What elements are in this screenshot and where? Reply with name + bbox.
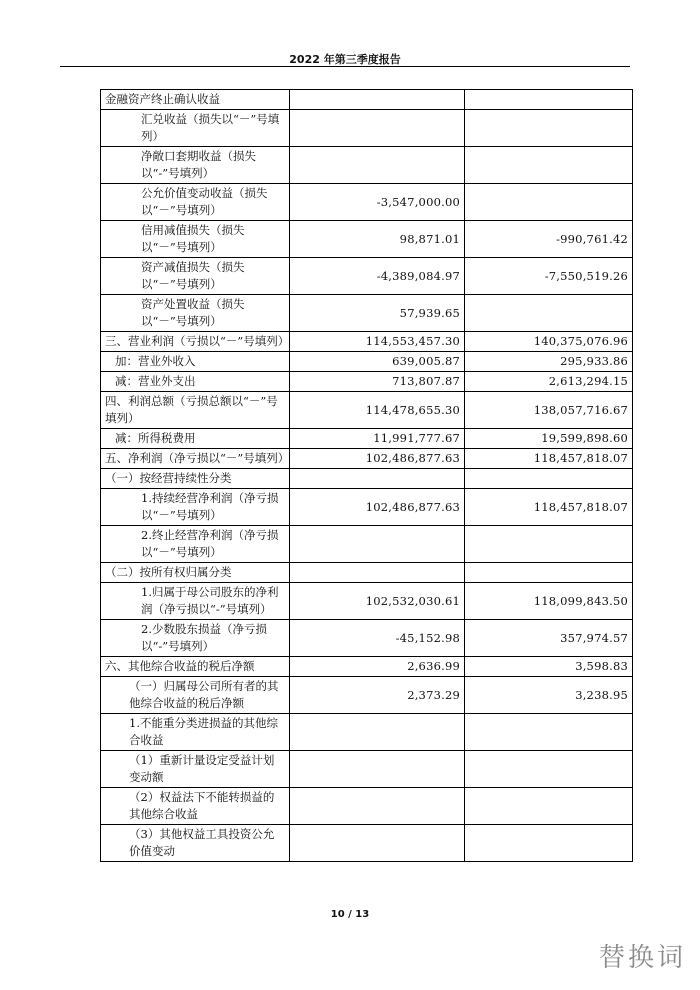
table-row [101,677,633,714]
table-row [101,489,633,526]
current-period-value: 57,939.65 [290,295,465,332]
row-label: 减：营业外支出 [101,372,290,392]
current-period-value: 98,871.01 [290,221,465,258]
table-row [101,563,633,583]
row-label: 2.少数股东损益（净亏损以“-”号填列） [101,620,290,657]
prior-period-value [465,825,633,862]
prior-period-value [465,714,633,751]
current-period-value: 102,532,030.61 [290,583,465,620]
table-row [101,429,633,449]
table-row [101,372,633,392]
prior-period-value [465,469,633,489]
row-label: 2.终止经营净利润（净亏损以“－”号填列） [101,526,290,563]
row-label: 信用减值损失（损失以“－”号填列） [101,221,290,258]
page-number: 10 / 13 [330,909,370,920]
row-label: 五、净利润（净亏损以“－”号填列） [101,449,290,469]
table-row [101,469,633,489]
prior-period-value: 19,599,898.60 [465,429,633,449]
current-period-value [290,147,465,184]
prior-period-value: 2,613,294.15 [465,372,633,392]
current-period-value [290,714,465,751]
row-label: 减：所得税费用 [101,429,290,449]
prior-period-value: 138,057,716.67 [465,392,633,429]
row-label: （1）重新计量设定受益计划变动额 [101,751,290,788]
table-row [101,352,633,372]
table-row [101,657,633,677]
current-period-value: 102,486,877.63 [290,449,465,469]
prior-period-value [465,90,633,110]
current-period-value: 114,478,655.30 [290,392,465,429]
row-label: 资产减值损失（损失以“－”号填列） [101,258,290,295]
table-row [101,583,633,620]
table-row [101,449,633,469]
current-period-value [290,469,465,489]
row-label: （一）归属母公司所有者的其他综合收益的税后净额 [101,677,290,714]
current-period-value: 102,486,877.63 [290,489,465,526]
prior-period-value [465,788,633,825]
table-row [101,825,633,862]
row-label: 1.持续经营净利润（净亏损以“－”号填列） [101,489,290,526]
prior-period-value [465,526,633,563]
row-label: 六、其他综合收益的税后净额 [101,657,290,677]
prior-period-value: 357,974.57 [465,620,633,657]
income-statement-table [100,89,633,862]
prior-period-value: 118,457,818.07 [465,489,633,526]
row-label: 金融资产终止确认收益 [101,90,290,110]
table-row [101,620,633,657]
current-period-value: 11,991,777.67 [290,429,465,449]
table-row [101,751,633,788]
prior-period-value [465,184,633,221]
table-row [101,295,633,332]
prior-period-value: 295,933.86 [465,352,633,372]
row-label: 四、利润总额（亏损总额以“－”号填列） [101,392,290,429]
prior-period-value [465,563,633,583]
table-row [101,392,633,429]
row-label: （二）按所有权归属分类 [101,563,290,583]
current-period-value: -4,389,084.97 [290,258,465,295]
row-label: 1.不能重分类进损益的其他综合收益 [101,714,290,751]
prior-period-value: 118,457,818.07 [465,449,633,469]
table-row [101,184,633,221]
current-period-value [290,825,465,862]
prior-period-value [465,295,633,332]
table-row [101,526,633,563]
table-row [101,258,633,295]
table-row [101,221,633,258]
current-period-value [290,110,465,147]
row-label: 汇兑收益（损失以“－”号填列） [101,110,290,147]
prior-period-value: 3,598.83 [465,657,633,677]
row-label: 资产处置收益（损失以“－”号填列） [101,295,290,332]
row-label: 1.归属于母公司股东的净利润（净亏损以“-”号填列） [101,583,290,620]
row-label: 公允价值变动收益（损失以“－”号填列） [101,184,290,221]
prior-period-value: 140,375,076.96 [465,332,633,352]
row-label: （3）其他权益工具投资公允价值变动 [101,825,290,862]
current-period-value [290,90,465,110]
row-label: （一）按经营持续性分类 [101,469,290,489]
current-period-value: -3,547,000.00 [290,184,465,221]
prior-period-value: -990,761.42 [465,221,633,258]
table-row [101,332,633,352]
current-period-value [290,526,465,563]
current-period-value: 2,373.29 [290,677,465,714]
prior-period-value: 118,099,843.50 [465,583,633,620]
income-statement-body [101,90,633,862]
row-label: 加：营业外收入 [101,352,290,372]
row-label: （2）权益法下不能转损益的其他综合收益 [101,788,290,825]
current-period-value [290,563,465,583]
current-period-value: 2,636.99 [290,657,465,677]
current-period-value [290,751,465,788]
prior-period-value: -7,550,519.26 [465,258,633,295]
current-period-value [290,788,465,825]
current-period-value: -45,152.98 [290,620,465,657]
current-period-value: 114,553,457.30 [290,332,465,352]
prior-period-value: 3,238.95 [465,677,633,714]
table-row [101,90,633,110]
table-row [101,788,633,825]
header-rule [60,66,630,67]
table-row [101,110,633,147]
current-period-value: 713,807.87 [290,372,465,392]
prior-period-value [465,110,633,147]
current-period-value: 639,005.87 [290,352,465,372]
table-row [101,147,633,184]
table-row [101,714,633,751]
prior-period-value [465,147,633,184]
row-label: 三、营业利润（亏损以“－”号填列） [101,332,290,352]
prior-period-value [465,751,633,788]
report-header-title: 2022 年第三季度报告 [289,53,401,66]
watermark-text: 替换词 [598,943,686,973]
row-label: 净敞口套期收益（损失以“-”号填列） [101,147,290,184]
